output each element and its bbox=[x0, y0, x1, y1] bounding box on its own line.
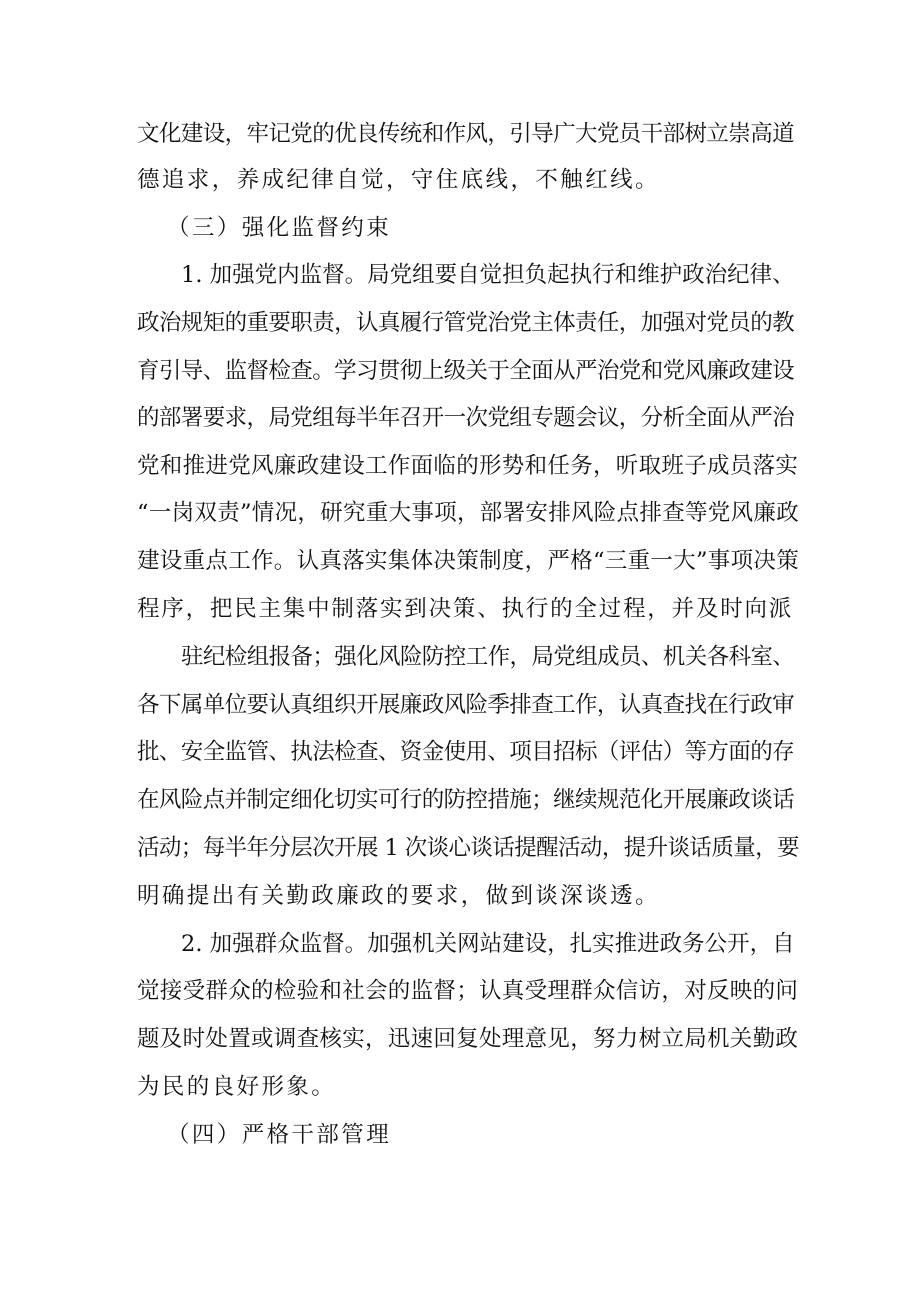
text-line: 觉接受群众的检验和社会的监督；认真受理群众信访，对反映的问 bbox=[137, 978, 799, 1004]
text-line: 党和推进党风廉政建设工作面临的形势和任务，听取班子成员落实 bbox=[137, 453, 799, 479]
paragraph-start: 1. 加强党内监督。局党组要自觉担负起执行和维护政治纪律、 bbox=[181, 262, 795, 288]
text-line: 在风险点并制定细化切实可行的防控措施；继续规范化开展廉政谈话 bbox=[137, 787, 795, 813]
text-line: 驻纪检组报备；强化风险防控工作，局党组成员、机关各科室、 bbox=[181, 644, 795, 670]
text-line: 明确提出有关勤政廉政的要求，做到谈深谈透。 bbox=[137, 883, 660, 909]
text-line: 政治规矩的重要职责，认真履行管党治党主体责任，加强对党员的教 bbox=[137, 310, 795, 336]
text-line: 各下属单位要认真组织开展廉政风险季排查工作，认真查找在行政审 bbox=[137, 692, 795, 718]
text-line: 批、安全监管、执法检查、资金使用、项目招标（评估）等方面的存 bbox=[137, 739, 795, 765]
text-line: 德追求，养成纪律自觉，守住底线，不触红线。 bbox=[137, 167, 660, 193]
text-line: 的部署要求，局党组每半年召开一次党组专题会议，分析全面从严治 bbox=[137, 405, 795, 431]
section-heading: （三）强化监督约束 bbox=[167, 215, 392, 241]
text-line: 文化建设，牢记党的优良传统和作风，引导广大党员干部树立崇高道 bbox=[137, 121, 795, 147]
section-heading: （四）严格干部管理 bbox=[167, 1122, 392, 1148]
paragraph-start: 2. 加强群众监督。加强机关网站建设，扎实推进政务公开，自 bbox=[181, 931, 795, 957]
text-line: “一岗双责”情况，研究重大事项，部署安排风险点排查等党风廉政 bbox=[137, 500, 800, 526]
text-line: 育引导、监督检查。学习贯彻上级关于全面从严治党和党风廉政建设 bbox=[137, 358, 795, 384]
text-line: 程序，把民主集中制落实到决策、执行的全过程，并及时向派 bbox=[137, 596, 794, 622]
text-line: 题及时处置或调查核实，迅速回复处理意见，努力树立局机关勤政 bbox=[137, 1026, 799, 1052]
text-line: 活动；每半年分层次开展 1 次谈心谈话提醒活动，提升谈话质量，要 bbox=[137, 835, 799, 861]
text-line: 建设重点工作。认真落实集体决策制度，严格“三重一大”事项决策 bbox=[137, 548, 800, 574]
text-line: 为民的良好形象。 bbox=[137, 1074, 337, 1100]
